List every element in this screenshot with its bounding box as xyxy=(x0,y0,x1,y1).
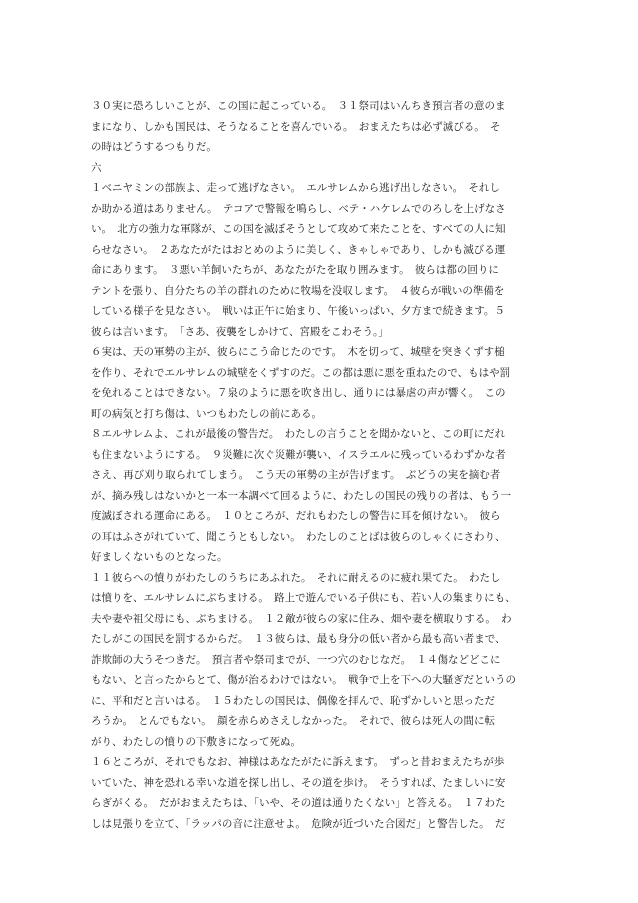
text-line: たしがこの国民を罰するからだ。 １３彼らは、最も身分の低い者から最も高い者まで、 xyxy=(91,633,506,645)
text-line: １６ところが、それでもなお、神様はあなたがたに訴えます。 ずっと昔おまえたちが歩 xyxy=(91,756,505,768)
text-line: している様子を見なさい。 戦いは正午に始まり、午後いっぱい、夕方まで続きます。５ xyxy=(91,305,505,317)
text-line: らせなさい。 ２あなたがたはおとめのように美しく、きゃしゃであり、しかも滅びる運 xyxy=(91,243,506,256)
text-line: 六 xyxy=(91,161,102,174)
text-line: 夫や妻や祖父母にも、ぶちまける。 １２敵が彼らの家に住み、畑や妻を横取りする。 わ xyxy=(91,612,512,625)
text-line: らぎがくる。 だがおまえたちは、「いや、その道は通りたくない」と答える。 １７わた xyxy=(91,797,506,809)
text-line: の時はどうするつもりだ。 xyxy=(91,141,217,153)
text-line: に、平和だと言いはる。 １５わたしの国民は、偶像を拝んで、恥ずかしいと思っただ xyxy=(91,694,496,707)
text-line: いていた、神を恐れる幸いな道を探し出し、その道を歩け。 そうすれば、たましいに安 xyxy=(91,776,506,789)
text-line: ８エルサレムよ、これが最後の警告だ。 わたしの言うことを聞かないと、この町にだれ xyxy=(91,428,506,440)
text-line: がり、わたしの憤りの下敷きになって死ぬ。 xyxy=(91,735,301,748)
document-page xyxy=(91,96,549,834)
text-line: も住まないようにする。 ９災難に次ぐ災難が襲い、イスラエルに残っているわずかな者 xyxy=(91,448,506,461)
text-line: １１彼らへの憤りがわたしのうちにあふれた。 それに耐えるのに疲れ果てた。 わたし xyxy=(91,571,501,584)
text-line: 町の病気と打ち傷は、いつもわたしの前にある。 xyxy=(91,407,322,420)
text-line: ろうか。 とんでもない。 顔を赤らめさえしなかった。 それで、彼らは死人の間に転 xyxy=(91,715,496,727)
text-line: 命にあります。 ３悪い羊飼いたちが、あなたがたを取り囲みます。 彼らは都の回りに xyxy=(91,264,499,276)
text-line: が、摘み残しはないかと一本一本調べて回るように、わたしの国民の残りの者は、もう一 xyxy=(91,489,511,502)
text-line: 度滅ぼされる運命にある。 １０ところが、だれもわたしの警告に耳を傾けない。 彼ら xyxy=(91,510,501,522)
text-line: を作り、それでエルサレムの城壁をくずすのだ。この都は悪に悪を重ねたので、もはや罰 xyxy=(91,366,511,379)
text-line: しは見張りを立て、「ラッパの音に注意せよ。 危険が近づいた合図だ」と警告した。 だ xyxy=(91,817,506,830)
text-line: 好ましくないものとなった。 xyxy=(91,551,228,563)
text-line: か助かる道はありません。 テコアで警報を鳴らし、ベテ・ハケレムでのろしを上げなさ xyxy=(91,202,506,215)
text-line: ６実は、天の軍勢の主が、彼らにこう命じたのです。 木を切って、城壁を突きくずす槌 xyxy=(91,346,505,358)
text-line: テントを張り、自分たちの羊の群れのために牧場を没収します。 ４彼らが戦いの準備を xyxy=(91,284,505,297)
text-line: 彼らは言います。 「さあ、夜襲をしかけて、宮殿をこわそう。」 xyxy=(91,325,389,338)
text-line: の耳はふさがれていて、聞こうともしない。 わたしのことばは彼らのしゃくにさわり、 xyxy=(91,530,506,543)
text-line: い。 北方の強力な軍隊が、この国を滅ぼそうとして攻めて来たことを、すべての人に知 xyxy=(91,223,506,235)
text-line: さえ、再び刈り取られてしまう。 こう天の軍勢の主が告げます。 ぶどうの実を摘む者 xyxy=(91,469,501,481)
text-line: は憤りを、エルサレムにぶちまける。 路上で遊んでいる子供にも、若い人の集まりにも、 xyxy=(91,592,516,604)
text-line: もない、と言ったからとて、傷が治るわけではない。 戦争で上を下への大騒ぎだというの xyxy=(91,674,517,686)
text-line: まになり、しかも国民は、そうなることを喜んでいる。 おまえたちは必ず滅びる。 そ xyxy=(91,120,501,133)
text-line: １ベニヤミンの部族よ、走って逃げなさい。 エルサレムから逃げ出しなさい。 それし xyxy=(91,182,500,194)
text-line: ３０実に恐ろしいことが、この国に起こっている。 ３１祭司はいんちき預言者の意のま xyxy=(91,100,506,112)
text-line: 詐欺師の大うそつきだ。 預言者や祭司までが、一つ穴のむじなだ。 １４傷などどこに xyxy=(91,653,501,666)
text-line: を免れることはできない。７泉のように悪を吹き出し、通りには暴虐の声が響く。 この xyxy=(91,387,506,399)
